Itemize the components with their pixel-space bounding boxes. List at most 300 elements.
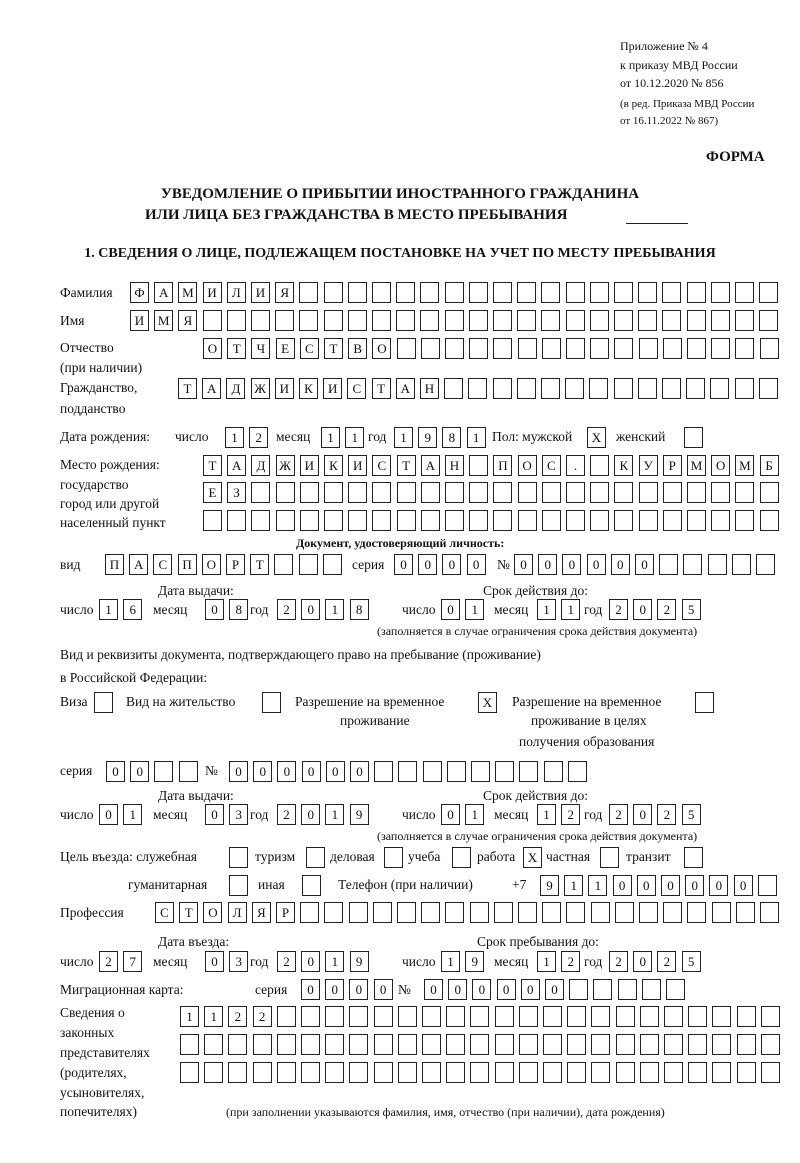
char-box[interactable]: 0: [205, 951, 224, 972]
migration-series-field[interactable]: [301, 979, 398, 1001]
char-box[interactable]: 1: [465, 804, 484, 825]
sex-female-checkbox[interactable]: [684, 427, 708, 449]
char-box[interactable]: 5: [682, 599, 701, 620]
char-box[interactable]: [469, 455, 488, 476]
char-box[interactable]: Е: [276, 338, 295, 359]
char-box[interactable]: [732, 554, 751, 575]
char-box[interactable]: Р: [663, 455, 682, 476]
char-box[interactable]: [519, 761, 538, 782]
char-box[interactable]: 1: [325, 804, 344, 825]
char-box[interactable]: [639, 510, 658, 531]
char-box[interactable]: Л: [228, 902, 247, 923]
char-box[interactable]: [686, 378, 705, 399]
char-box[interactable]: 0: [301, 599, 320, 620]
char-box[interactable]: 1: [561, 599, 580, 620]
char-box[interactable]: 0: [734, 875, 753, 896]
char-box[interactable]: [517, 282, 536, 303]
char-box[interactable]: Н: [445, 455, 464, 476]
char-box[interactable]: [445, 902, 464, 923]
char-box[interactable]: 0: [442, 554, 461, 575]
char-box[interactable]: X: [523, 847, 542, 868]
char-box[interactable]: Е: [203, 482, 222, 503]
profession-field[interactable]: [155, 902, 784, 924]
char-box[interactable]: 0: [472, 979, 491, 1000]
char-box[interactable]: [495, 1006, 514, 1027]
char-box[interactable]: [421, 482, 440, 503]
char-box[interactable]: А: [396, 378, 415, 399]
char-box[interactable]: [372, 282, 391, 303]
entry-day-field[interactable]: [99, 951, 147, 973]
sex-male-checkbox[interactable]: [587, 427, 611, 449]
char-box[interactable]: 9: [350, 951, 369, 972]
char-box[interactable]: И: [251, 282, 270, 303]
entry-year-field[interactable]: [277, 951, 374, 973]
char-box[interactable]: 2: [561, 804, 580, 825]
char-box[interactable]: [94, 692, 113, 713]
char-box[interactable]: Т: [178, 378, 197, 399]
char-box[interactable]: А: [129, 554, 148, 575]
char-box[interactable]: С: [542, 455, 561, 476]
purpose-tourism-checkbox[interactable]: [306, 847, 330, 869]
char-box[interactable]: [687, 310, 706, 331]
char-box[interactable]: [299, 282, 318, 303]
char-box[interactable]: [688, 1006, 707, 1027]
char-box[interactable]: X: [587, 427, 606, 448]
char-box[interactable]: [397, 510, 416, 531]
char-box[interactable]: [663, 902, 682, 923]
char-box[interactable]: 1: [537, 804, 556, 825]
char-box[interactable]: 0: [587, 554, 606, 575]
char-box[interactable]: [204, 1034, 223, 1055]
char-box[interactable]: [300, 482, 319, 503]
char-box[interactable]: [711, 510, 730, 531]
char-box[interactable]: [566, 338, 585, 359]
char-box[interactable]: [759, 310, 778, 331]
stay-issue-month-field[interactable]: [205, 804, 253, 826]
char-box[interactable]: 7: [123, 951, 142, 972]
char-box[interactable]: А: [227, 455, 246, 476]
char-box[interactable]: [374, 1034, 393, 1055]
char-box[interactable]: 0: [350, 761, 369, 782]
char-box[interactable]: 1: [564, 875, 583, 896]
char-box[interactable]: [348, 482, 367, 503]
char-box[interactable]: 5: [682, 804, 701, 825]
char-box[interactable]: 2: [609, 804, 628, 825]
char-box[interactable]: [469, 338, 488, 359]
char-box[interactable]: И: [348, 455, 367, 476]
char-box[interactable]: [349, 1034, 368, 1055]
char-box[interactable]: 1: [180, 1006, 199, 1027]
char-box[interactable]: [306, 847, 325, 868]
char-box[interactable]: [493, 510, 512, 531]
char-box[interactable]: [374, 761, 393, 782]
char-box[interactable]: [664, 1034, 683, 1055]
char-box[interactable]: 0: [497, 979, 516, 1000]
char-box[interactable]: 0: [106, 761, 125, 782]
char-box[interactable]: [638, 310, 657, 331]
char-box[interactable]: 2: [99, 951, 118, 972]
char-box[interactable]: [542, 338, 561, 359]
char-box[interactable]: [228, 1034, 247, 1055]
char-box[interactable]: X: [478, 692, 497, 713]
char-box[interactable]: [374, 1062, 393, 1083]
char-box[interactable]: [687, 482, 706, 503]
char-box[interactable]: [566, 282, 585, 303]
purpose-study-checkbox[interactable]: [452, 847, 476, 869]
char-box[interactable]: [756, 554, 775, 575]
char-box[interactable]: 1: [441, 951, 460, 972]
trp-checkbox[interactable]: [478, 692, 502, 714]
char-box[interactable]: [276, 482, 295, 503]
char-box[interactable]: 0: [205, 804, 224, 825]
char-box[interactable]: [590, 338, 609, 359]
char-box[interactable]: [708, 554, 727, 575]
char-box[interactable]: [469, 510, 488, 531]
char-box[interactable]: [373, 902, 392, 923]
char-box[interactable]: 0: [613, 875, 632, 896]
purpose-transit-checkbox[interactable]: [684, 847, 708, 869]
char-box[interactable]: [470, 1062, 489, 1083]
id-valid-month-field[interactable]: [537, 599, 585, 621]
char-box[interactable]: 0: [374, 979, 393, 1000]
char-box[interactable]: 1: [537, 951, 556, 972]
char-box[interactable]: [228, 1062, 247, 1083]
char-box[interactable]: [568, 761, 587, 782]
char-box[interactable]: С: [153, 554, 172, 575]
char-box[interactable]: Т: [250, 554, 269, 575]
char-box[interactable]: 0: [685, 875, 704, 896]
id-number-field[interactable]: [514, 554, 780, 576]
char-box[interactable]: Т: [324, 338, 343, 359]
dob-day-field[interactable]: [225, 427, 273, 449]
char-box[interactable]: 9: [465, 951, 484, 972]
char-box[interactable]: [494, 902, 513, 923]
char-box[interactable]: О: [203, 338, 222, 359]
char-box[interactable]: К: [614, 455, 633, 476]
id-issue-month-field[interactable]: [205, 599, 253, 621]
char-box[interactable]: [736, 902, 755, 923]
char-box[interactable]: [684, 427, 703, 448]
char-box[interactable]: [470, 902, 489, 923]
char-box[interactable]: 1: [325, 599, 344, 620]
stay-valid-day-field[interactable]: [441, 804, 489, 826]
char-box[interactable]: [760, 510, 779, 531]
char-box[interactable]: [519, 1062, 538, 1083]
char-box[interactable]: 0: [538, 554, 557, 575]
char-box[interactable]: [203, 310, 222, 331]
char-box[interactable]: [445, 282, 464, 303]
char-box[interactable]: Ж: [276, 455, 295, 476]
char-box[interactable]: [735, 482, 754, 503]
id-valid-day-field[interactable]: [441, 599, 489, 621]
reps-field-1[interactable]: [180, 1006, 785, 1028]
char-box[interactable]: [274, 554, 293, 575]
char-box[interactable]: [591, 1034, 610, 1055]
char-box[interactable]: О: [711, 455, 730, 476]
char-box[interactable]: [179, 761, 198, 782]
stay-until-year-field[interactable]: [609, 951, 706, 973]
char-box[interactable]: [517, 378, 536, 399]
id-kind-field[interactable]: [105, 554, 347, 576]
char-box[interactable]: [687, 902, 706, 923]
char-box[interactable]: [469, 282, 488, 303]
char-box[interactable]: [325, 1006, 344, 1027]
char-box[interactable]: [735, 282, 754, 303]
char-box[interactable]: 0: [418, 554, 437, 575]
char-box[interactable]: К: [324, 455, 343, 476]
phone-field[interactable]: [540, 875, 782, 897]
residence-checkbox[interactable]: [262, 692, 286, 714]
char-box[interactable]: [180, 1034, 199, 1055]
char-box[interactable]: К: [299, 378, 318, 399]
char-box[interactable]: [541, 282, 560, 303]
char-box[interactable]: [495, 761, 514, 782]
char-box[interactable]: 9: [540, 875, 559, 896]
char-box[interactable]: .: [566, 455, 585, 476]
char-box[interactable]: [664, 1062, 683, 1083]
char-box[interactable]: 1: [204, 1006, 223, 1027]
char-box[interactable]: 0: [277, 761, 296, 782]
char-box[interactable]: [468, 378, 487, 399]
char-box[interactable]: [662, 310, 681, 331]
char-box[interactable]: [253, 1062, 272, 1083]
char-box[interactable]: [543, 1034, 562, 1055]
char-box[interactable]: Т: [397, 455, 416, 476]
char-box[interactable]: [735, 338, 754, 359]
char-box[interactable]: [518, 902, 537, 923]
char-box[interactable]: [761, 1034, 780, 1055]
char-box[interactable]: [542, 902, 561, 923]
char-box[interactable]: [695, 692, 714, 713]
char-box[interactable]: [735, 310, 754, 331]
char-box[interactable]: [711, 282, 730, 303]
char-box[interactable]: [737, 1006, 756, 1027]
char-box[interactable]: 1: [99, 599, 118, 620]
char-box[interactable]: Ж: [251, 378, 270, 399]
char-box[interactable]: [614, 338, 633, 359]
char-box[interactable]: [567, 1034, 586, 1055]
char-box[interactable]: [566, 510, 585, 531]
char-box[interactable]: 0: [394, 554, 413, 575]
char-box[interactable]: [348, 510, 367, 531]
char-box[interactable]: Д: [226, 378, 245, 399]
birthplace-field-3[interactable]: [203, 510, 784, 532]
char-box[interactable]: [567, 1006, 586, 1027]
char-box[interactable]: [180, 1062, 199, 1083]
char-box[interactable]: [664, 1006, 683, 1027]
char-box[interactable]: [300, 902, 319, 923]
char-box[interactable]: [469, 310, 488, 331]
char-box[interactable]: [493, 282, 512, 303]
surname-field[interactable]: [130, 282, 783, 304]
char-box[interactable]: [348, 282, 367, 303]
char-box[interactable]: 0: [633, 951, 652, 972]
char-box[interactable]: [421, 338, 440, 359]
stay-number-field[interactable]: [229, 761, 592, 783]
char-box[interactable]: [591, 1062, 610, 1083]
char-box[interactable]: 0: [301, 804, 320, 825]
char-box[interactable]: [420, 310, 439, 331]
char-box[interactable]: [566, 482, 585, 503]
char-box[interactable]: 8: [442, 427, 461, 448]
char-box[interactable]: 0: [441, 804, 460, 825]
char-box[interactable]: [470, 1006, 489, 1027]
char-box[interactable]: Р: [226, 554, 245, 575]
char-box[interactable]: 1: [537, 599, 556, 620]
char-box[interactable]: [615, 902, 634, 923]
char-box[interactable]: М: [735, 455, 754, 476]
char-box[interactable]: [712, 1062, 731, 1083]
reps-field-3[interactable]: [180, 1062, 785, 1084]
char-box[interactable]: [543, 1006, 562, 1027]
char-box[interactable]: 0: [545, 979, 564, 1000]
char-box[interactable]: 1: [321, 427, 340, 448]
char-box[interactable]: [251, 510, 270, 531]
char-box[interactable]: 2: [249, 427, 268, 448]
char-box[interactable]: Я: [275, 282, 294, 303]
char-box[interactable]: П: [105, 554, 124, 575]
char-box[interactable]: [642, 979, 661, 1000]
char-box[interactable]: 3: [229, 951, 248, 972]
char-box[interactable]: [300, 510, 319, 531]
char-box[interactable]: 0: [229, 761, 248, 782]
char-box[interactable]: [493, 338, 512, 359]
char-box[interactable]: П: [178, 554, 197, 575]
char-box[interactable]: [639, 902, 658, 923]
stay-issue-year-field[interactable]: [277, 804, 374, 826]
char-box[interactable]: [543, 1062, 562, 1083]
char-box[interactable]: 0: [661, 875, 680, 896]
char-box[interactable]: 0: [253, 761, 272, 782]
char-box[interactable]: И: [300, 455, 319, 476]
char-box[interactable]: [277, 1006, 296, 1027]
char-box[interactable]: [398, 761, 417, 782]
visa-checkbox[interactable]: [94, 692, 118, 714]
char-box[interactable]: [493, 482, 512, 503]
char-box[interactable]: [422, 1034, 441, 1055]
char-box[interactable]: [398, 1006, 417, 1027]
char-box[interactable]: [445, 510, 464, 531]
char-box[interactable]: [666, 979, 685, 1000]
char-box[interactable]: [397, 902, 416, 923]
char-box[interactable]: 0: [326, 761, 345, 782]
char-box[interactable]: [614, 282, 633, 303]
stay-valid-year-field[interactable]: [609, 804, 706, 826]
char-box[interactable]: [759, 378, 778, 399]
char-box[interactable]: [493, 310, 512, 331]
char-box[interactable]: 0: [562, 554, 581, 575]
char-box[interactable]: 8: [350, 599, 369, 620]
char-box[interactable]: 0: [99, 804, 118, 825]
char-box[interactable]: 0: [349, 979, 368, 1000]
char-box[interactable]: 1: [123, 804, 142, 825]
char-box[interactable]: [737, 1034, 756, 1055]
char-box[interactable]: [567, 1062, 586, 1083]
char-box[interactable]: [251, 310, 270, 331]
stay-until-month-field[interactable]: [537, 951, 585, 973]
char-box[interactable]: [737, 1062, 756, 1083]
char-box[interactable]: [227, 510, 246, 531]
purpose-work-checkbox[interactable]: [523, 847, 547, 869]
char-box[interactable]: 0: [633, 804, 652, 825]
patronymic-field[interactable]: [203, 338, 784, 360]
char-box[interactable]: [759, 282, 778, 303]
purpose-business-checkbox[interactable]: [384, 847, 408, 869]
char-box[interactable]: [687, 338, 706, 359]
char-box[interactable]: [614, 510, 633, 531]
char-box[interactable]: 0: [424, 979, 443, 1000]
char-box[interactable]: [423, 761, 442, 782]
char-box[interactable]: [396, 282, 415, 303]
char-box[interactable]: [640, 1062, 659, 1083]
char-box[interactable]: В: [348, 338, 367, 359]
char-box[interactable]: П: [493, 455, 512, 476]
char-box[interactable]: [203, 510, 222, 531]
char-box[interactable]: [398, 1062, 417, 1083]
char-box[interactable]: [760, 902, 779, 923]
char-box[interactable]: [638, 282, 657, 303]
birthplace-field-1[interactable]: [203, 455, 784, 477]
char-box[interactable]: [444, 378, 463, 399]
char-box[interactable]: [471, 761, 490, 782]
char-box[interactable]: 1: [345, 427, 364, 448]
char-box[interactable]: [302, 875, 321, 896]
char-box[interactable]: [616, 1034, 635, 1055]
char-box[interactable]: [445, 482, 464, 503]
char-box[interactable]: У: [639, 455, 658, 476]
char-box[interactable]: [324, 482, 343, 503]
char-box[interactable]: [684, 847, 703, 868]
char-box[interactable]: 0: [521, 979, 540, 1000]
char-box[interactable]: [589, 378, 608, 399]
id-valid-year-field[interactable]: [609, 599, 706, 621]
char-box[interactable]: С: [155, 902, 174, 923]
char-box[interactable]: [422, 1062, 441, 1083]
char-box[interactable]: [519, 1006, 538, 1027]
char-box[interactable]: [712, 1006, 731, 1027]
char-box[interactable]: [301, 1034, 320, 1055]
char-box[interactable]: [374, 1006, 393, 1027]
char-box[interactable]: 9: [418, 427, 437, 448]
char-box[interactable]: О: [518, 455, 537, 476]
char-box[interactable]: [616, 1062, 635, 1083]
char-box[interactable]: 2: [609, 951, 628, 972]
char-box[interactable]: Ф: [130, 282, 149, 303]
char-box[interactable]: [663, 338, 682, 359]
char-box[interactable]: 1: [394, 427, 413, 448]
char-box[interactable]: 2: [657, 951, 676, 972]
char-box[interactable]: [566, 902, 585, 923]
char-box[interactable]: 8: [229, 599, 248, 620]
char-box[interactable]: [204, 1062, 223, 1083]
char-box[interactable]: [761, 1006, 780, 1027]
char-box[interactable]: [711, 482, 730, 503]
char-box[interactable]: [420, 282, 439, 303]
char-box[interactable]: [301, 1062, 320, 1083]
char-box[interactable]: [262, 692, 281, 713]
char-box[interactable]: 9: [350, 804, 369, 825]
char-box[interactable]: М: [178, 282, 197, 303]
char-box[interactable]: [760, 482, 779, 503]
char-box[interactable]: [495, 1062, 514, 1083]
stay-issue-day-field[interactable]: [99, 804, 147, 826]
char-box[interactable]: 0: [301, 951, 320, 972]
char-box[interactable]: [397, 482, 416, 503]
char-box[interactable]: [688, 1062, 707, 1083]
char-box[interactable]: [349, 902, 368, 923]
char-box[interactable]: 6: [123, 599, 142, 620]
char-box[interactable]: А: [421, 455, 440, 476]
